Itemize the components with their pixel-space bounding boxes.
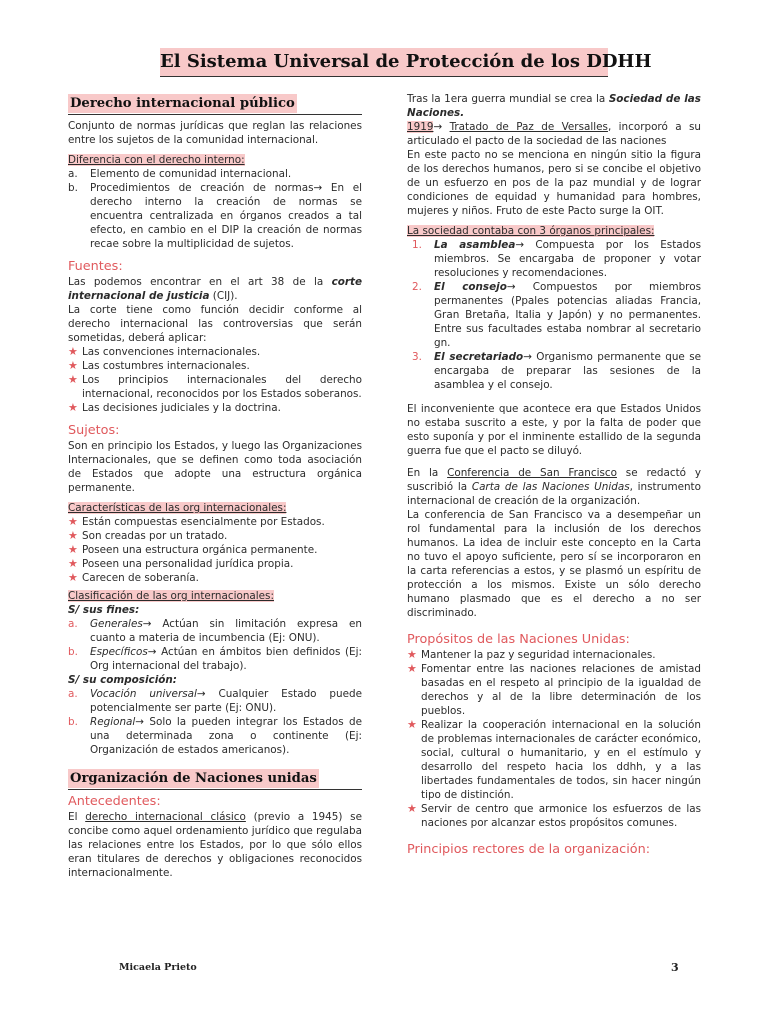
principios-title: Principios rectores de la organización: bbox=[407, 842, 651, 857]
list-item: ★ Poseen una personalidad jurídica propia. bbox=[68, 557, 294, 570]
star-icon: ★ bbox=[68, 529, 78, 542]
star-icon: ★ bbox=[407, 802, 417, 815]
star-icon: ★ bbox=[407, 648, 417, 661]
antecedentes-title: Antecedentes: bbox=[68, 794, 161, 809]
list-item: ★ Las costumbres internacionales. bbox=[68, 359, 250, 372]
list-item: ★ Carecen de soberanía. bbox=[68, 571, 199, 584]
conferencia-paragraph: La conferencia de San Francisco va a desempeñar un rol fundamental para la inclusión de los derechos humanos. La idea de incluir este concepto en la Carta no tuvo el apoyo suficiente, pero sí se incorporaron en la carta referencias a estos, y se plasmó un espíritu de protección a los mismos. Existe un sólo derecho humano plasmado que es el derecho a no ser discriminado. bbox=[407, 509, 701, 619]
list-item: ★ Poseen una estructura orgánica permanente. bbox=[68, 543, 318, 556]
pacto-paragraph: En este pacto no se menciona en ningún sitio la figura de los derechos humanos, pero si se concibe el objetivo de un esfuerzo en pos de la paz mundial y de lograr condiciones de equidad y humanidad para hombres, mujeres y niños. Fruto de este Pacto surge la OIT. bbox=[407, 149, 701, 217]
footer-author: Micaela Prieto bbox=[119, 962, 197, 973]
list-item: ★ Los principios internacionales del derecho internacional, reconocidos por los Estados soberanos. bbox=[68, 373, 362, 400]
clasif-label: Clasificación de las org internacionales: bbox=[68, 590, 274, 602]
page-title: El Sistema Universal de Protección de los DDHH bbox=[160, 51, 652, 72]
comp-list bbox=[68, 687, 362, 757]
antecedentes-paragraph: El derecho internacional clásico (previo a 1945) se concibe como aquel ordenamiento jurídico que regulaba las relaciones entre los Estados, por lo que sólo ellos eran titulares de derechos y obligaciones reconocidos internacionalmente. bbox=[68, 811, 362, 879]
left-column bbox=[68, 92, 362, 880]
list-item: b. Procedimientos de creación de normas→ En el derecho interno la creación de normas se encuentra centralizada en órganos creados a tal efecto, en cambio en el DIP la creación de normas recae sobre la multiplicidad de sujetos. bbox=[68, 182, 362, 250]
star-icon: ★ bbox=[68, 401, 78, 414]
list-item: 3. El secretariado→ Organismo permanente que se encargaba de preparar las sesiones de la asamblea y el consejo. bbox=[412, 351, 702, 391]
star-icon: ★ bbox=[68, 345, 78, 358]
list-item: a. Elemento de comunidad internacional. bbox=[68, 168, 292, 180]
diff-label: Diferencia con el derecho interno: bbox=[68, 154, 245, 166]
list-item: 2. El consejo→ Compuestos por miembros permanentes (Ppales potencias aliadas Francia, Gran Bretaña, Italia y Japón) y no permanentes. Entre sus facultades estaba nombrar al secretario gn. bbox=[412, 281, 701, 349]
list-item: a. Generales→ Actúan sin limitación expresa en cuanto a materia de incumbencia (Ej: ONU). bbox=[68, 618, 362, 644]
fines-label: S/ sus fines: bbox=[68, 604, 140, 616]
sociedad-paragraph: Tras la 1era guerra mundial se crea la Sociedad de las Naciones. bbox=[407, 93, 701, 119]
title-banner bbox=[160, 48, 652, 77]
list-item: b. Específicos→ Actúan en ámbitos bien definidos (Ej: Org internacional del trabajo). bbox=[68, 646, 362, 672]
star-icon: ★ bbox=[407, 718, 417, 731]
star-icon: ★ bbox=[68, 359, 78, 372]
fines-list bbox=[68, 617, 362, 673]
versalles-paragraph: 1919→ Tratado de Paz de Versalles, incorporó a su articulado el pacto de la sociedad de las naciones bbox=[407, 121, 701, 147]
page-number: 3 bbox=[671, 961, 679, 974]
list-item: ★ Mantener la paz y seguridad internacionales. bbox=[407, 648, 656, 661]
caract-list bbox=[68, 515, 362, 585]
list-item: ★ Servir de centro que armonice los esfuerzos de las naciones por alcanzar estos propósitos comunes. bbox=[407, 802, 701, 829]
list-item: b. Regional→ Solo la pueden integrar los Estados de una determinada zona o continente (Ej: Organización de estados americanos). bbox=[68, 716, 362, 756]
fuentes-paragraph: Las podemos encontrar en el art 38 de la corte internacional de justicia (CIJ). bbox=[68, 276, 362, 302]
caract-label: Características de las org internacionales: bbox=[68, 502, 287, 514]
san-francisco-paragraph: En la Conferencia de San Francisco se redactó y suscribió la Carta de las Naciones Unidas, instrumento internacional de creación de la organización. bbox=[407, 467, 701, 507]
section-title-dip: Derecho internacional público bbox=[70, 96, 295, 111]
list-item: ★ Fomentar entre las naciones relaciones de amistad basadas en el respeto al principio de la igualdad de derechos y al de la libre determinación de los pueblos. bbox=[407, 662, 701, 717]
star-icon: ★ bbox=[68, 543, 78, 556]
list-item: ★ Realizar la cooperación internacional en la solución de problemas internacionales de carácter económico, social, cultural o humanitario, y en el estímulo y desarrollo del respeto hacia los ddhh, y a las libertades fundamentales de todos, sin hacer ningún tipo de distinción. bbox=[407, 718, 701, 801]
fuentes-title: Fuentes: bbox=[68, 259, 123, 274]
star-icon: ★ bbox=[68, 571, 78, 584]
section-title-onu: Organización de Naciones unidas bbox=[70, 771, 317, 786]
right-column bbox=[407, 92, 701, 858]
list-item: 1. La asamblea→ Compuesta por los Estados miembros. Se encargaba de proponer y votar resoluciones y recomendaciones. bbox=[412, 239, 702, 279]
organos-list bbox=[407, 238, 701, 392]
section-header-dip bbox=[68, 92, 362, 115]
inconveniente-paragraph: El inconveniente que acontece era que Estados Unidos no estaba suscrito a este, y por la falta de poder que esto suponía y por el inminente estallido de la segunda guerra fue que el pacto se diluyó. bbox=[407, 403, 701, 457]
fuentes-paragraph-2: La corte tiene como función decidir conforme al derecho internacional las controversias que serán sometidas, deberá aplicar: bbox=[68, 304, 362, 344]
sujetos-title: Sujetos: bbox=[68, 423, 120, 438]
diff-list bbox=[68, 167, 362, 251]
list-item: ★ Las decisiones judiciales y la doctrina. bbox=[68, 401, 281, 414]
list-item: ★ Están compuestas esencialmente por Estados. bbox=[68, 515, 325, 528]
propositos-title: Propósitos de las Naciones Unidas: bbox=[407, 632, 630, 647]
sujetos-paragraph: Son en principio los Estados, y luego las Organizaciones Internacionales, que se definen como toda asociación de Estados que adopte una estructura orgánica permanente. bbox=[68, 440, 362, 494]
comp-label: S/ su composición: bbox=[68, 674, 177, 686]
section-header-onu bbox=[68, 767, 362, 790]
star-icon: ★ bbox=[68, 515, 78, 528]
propositos-list bbox=[407, 648, 701, 830]
organos-label: La sociedad contaba con 3 órganos principales: bbox=[407, 225, 655, 237]
dip-definition: Conjunto de normas jurídicas que reglan las relaciones entre los sujetos de la comunidad internacional. bbox=[68, 120, 362, 146]
star-icon: ★ bbox=[68, 373, 78, 386]
star-icon: ★ bbox=[407, 662, 417, 675]
list-item: ★ Las convenciones internacionales. bbox=[68, 345, 261, 358]
star-icon: ★ bbox=[68, 557, 78, 570]
fuentes-list bbox=[68, 345, 362, 415]
list-item: a. Vocación universal→ Cualquier Estado puede potencialmente ser parte (Ej: ONU). bbox=[68, 688, 362, 714]
list-item: ★ Son creadas por un tratado. bbox=[68, 529, 228, 542]
